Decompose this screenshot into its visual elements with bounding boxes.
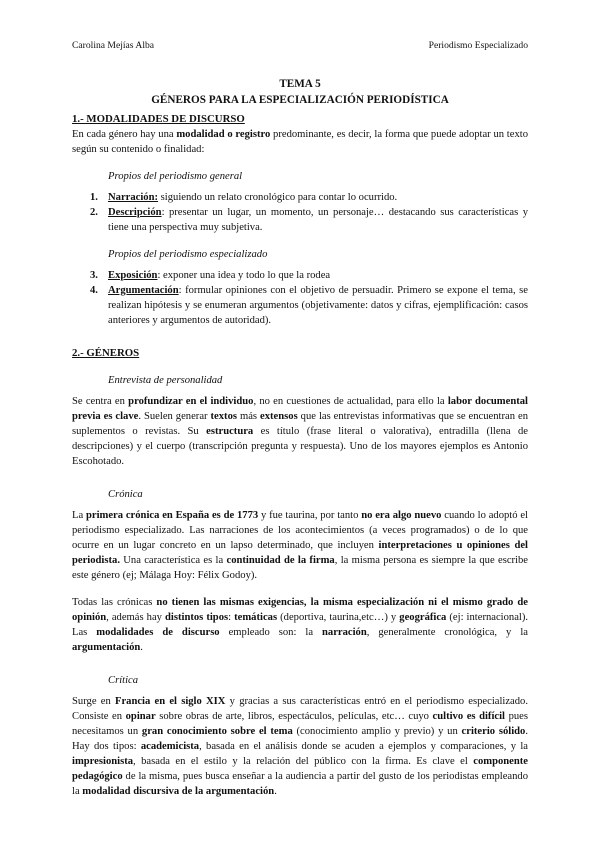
text-run: pues necesitamos un [72,711,528,737]
text-run: . [274,786,277,797]
bold-term: cultivo es difícil [432,711,505,722]
section-heading-modalidades: 1.- MODALIDADES DE DISCURSO [72,113,245,125]
list-item: 4. Argumentación: formular opiniones con el objetivo de persuadir. Primero se expone el tema, se realizan hipótesis y se enumeran argumentos (objetivamente: datos y cifras, ejemplificación: casos anteriores y argumentos de autoridad). [90,285,528,326]
text-run: (deportiva, taurina,etc…) y [277,612,400,623]
text-run: de la misma, pues busca enseñar a la audiencia a partir del gusto de los periodistas empleando la [72,771,528,797]
list-item: 3. Exposición: exponer una idea y todo lo que la rodea [90,270,331,281]
bold-term: gran conocimiento sobre el tema [141,726,293,737]
document-body [72,76,528,799]
text-run: . Hay dos tipos: [72,726,528,752]
text-run: Se centra en [72,396,129,407]
text-run: y fue taurina, por tanto [258,510,362,521]
bold-term: temáticas [234,612,278,623]
header-author: Carolina Mejías Alba [72,40,155,51]
subheading-cronica: Crónica [108,489,143,500]
text-run: cuando lo adoptó el periodismo especializado. Las narraciones de los acontecimientos (a veces programados) o de lo que ocurre en un lugar concreto en un lapso determinado, que incluyen [72,510,528,551]
bold-term: no era algo nuevo [361,510,442,521]
subheading-critica: Crítica [108,675,139,686]
section-heading-generos: 2.- GÉNEROS [72,347,140,359]
header-subject: Periodismo Especializado [428,40,528,51]
text-run: , generalmente cronológica, y la [366,627,528,638]
subheading-especializado: Propios del periodismo especializado [108,249,268,260]
bold-term: extensos [260,411,298,422]
subheading-entrevista: Entrevista de personalidad [108,375,223,386]
bold-term: labor documental previa es clave [72,396,528,422]
text-run: : [228,612,235,623]
bold-term: modalidad o registro [176,129,271,140]
modalidades-intro [72,127,528,157]
text-run: , basada en el estilo y la relación del público con la firma. Es clave el [133,756,474,767]
bold-term: Francia en el siglo XIX [114,696,226,707]
bold-term: argumentación [72,642,141,653]
bold-term: estructura [206,426,254,437]
entrevista-paragraph [72,394,528,469]
cronica-paragraph-2 [72,595,528,655]
text-run: , no en cuestiones de actualidad, para ello la [253,396,448,407]
list-item: 2. Descripción: presentar un lugar, un momento, un personaje… destacando sus características y tiene una perspectiva muy subjetiva. [90,207,528,233]
text-run: , la misma persona es siempre la que escribe este género (ej; Málaga Hoy: Félix Godoy). [72,555,528,581]
bold-term: criterio sólido [461,726,526,737]
bold-term: opinar [125,711,156,722]
list-especializado [90,268,528,328]
bold-term: no tienen las mismas exigencias, la misma especialización ni el mismo grado de opinión [72,597,529,623]
bold-term: primera crónica en España es de 1773 [85,510,259,521]
page-subtitle: GÉNEROS PARA LA ESPECIALIZACIÓN PERIODÍSTICA [151,94,449,106]
text-run: (conocimiento amplio y previo) y un [292,726,462,737]
bold-term: interpretaciones u opiniones del periodista. [72,540,528,566]
list-item: 1. Narración: siguiendo un relato cronológico para contar lo ocurrido. [90,192,398,203]
text-run: La [72,510,86,521]
text-run: predominante, es decir, la forma que puede adoptar un texto según su contenido o finalidad: [72,129,528,155]
bold-term: narración [322,627,367,638]
text-run: que las entrevistas informativas que se encuentran en suplementos o revistas. Su [72,411,528,437]
bold-term: academicista [140,741,200,752]
bold-term: textos [210,411,238,422]
text-run: más [237,411,261,422]
text-run: , además hay [106,612,166,623]
list-general [90,190,528,235]
bold-term: modalidad discursiva de la argumentación [82,786,275,797]
bold-term: componente pedagógico [72,756,528,782]
page-header [72,38,528,53]
text-run: . [140,642,143,653]
critica-paragraph [72,694,528,799]
bold-term: geográfica [399,612,447,623]
cronica-paragraph-1 [72,508,528,583]
text-run: , basada en el análisis donde se acuden a ejemplos y comparaciones, y la [199,741,528,752]
text-run: En cada género hay una [72,129,177,140]
bold-term: continuidad de la firma [226,555,335,566]
text-run: Surge en [72,696,115,707]
text-run: empleado son: la [219,627,323,638]
text-run: sobre obras de arte, libros, espectáculos, películas, etc… cuyo [155,711,433,722]
text-run: (ej: internacional). Las [72,612,529,638]
text-run: Todas las crónicas [72,597,157,608]
page-title: TEMA 5 [279,78,321,90]
bold-term: impresionista [72,756,134,767]
text-run: . Suelen generar [138,411,211,422]
bold-term: distintos tipos [165,612,229,623]
bold-term: profundizar en el individuo [128,396,254,407]
bold-term: modalidades de discurso [96,627,220,638]
text-run: y gracias a sus características entró en el periodismo especializado. Consiste en [72,696,528,722]
text-run: es título (frase literal o valorativa), entradilla (llena de descripciones) y el cuerpo (transcripción pregunta y respuesta). Uno de los mayores ejemplos es Antonio Escohotado. [72,426,528,467]
text-run: Una característica es la [119,555,227,566]
subheading-general: Propios del periodismo general [108,171,243,182]
